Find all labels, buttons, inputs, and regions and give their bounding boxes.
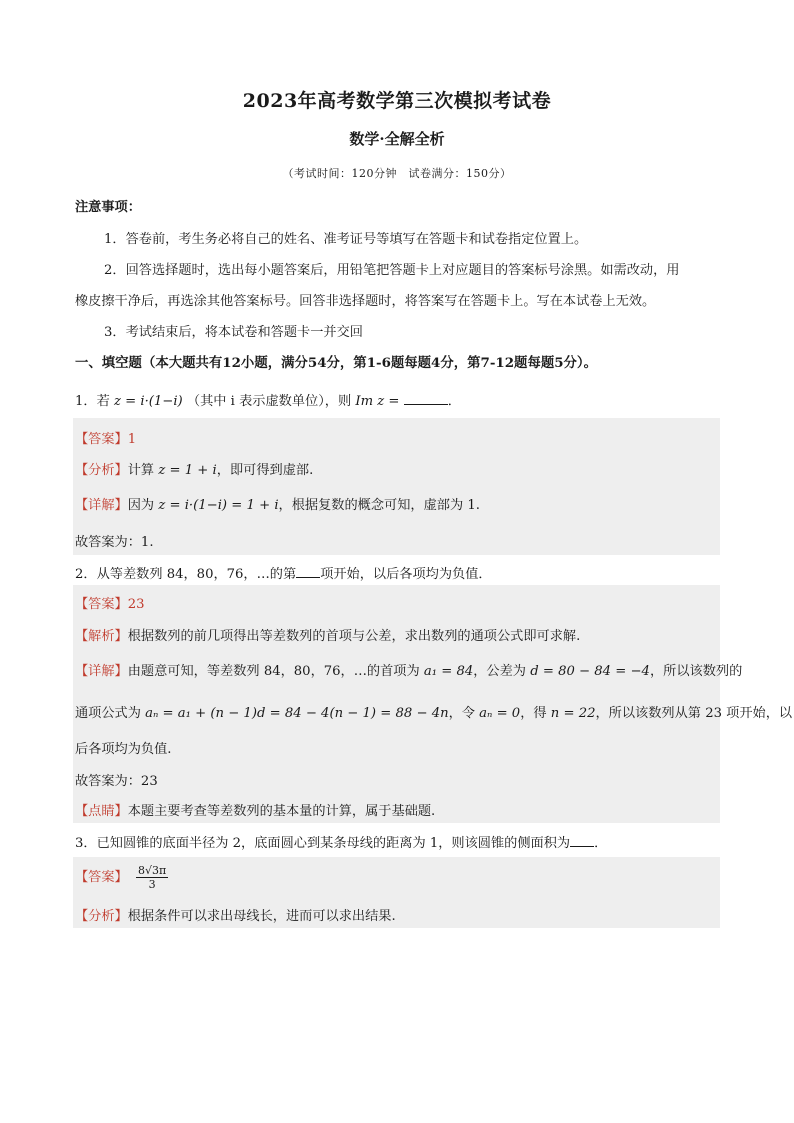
q2-detail-l2-mid: ，令 (448, 706, 475, 721)
q2-detail-line-2 (75, 702, 792, 721)
q2-detail-l2-post: ，所以该数列从第 23 项开始，以 (595, 706, 793, 721)
q2-comment-text: 本题主要考查等差数列的基本量的计算，属于基础题. (127, 804, 436, 819)
page-title: 2023年高考数学第三次模拟考试卷 (242, 90, 552, 112)
q1-prefix: 1．若 (75, 394, 110, 409)
notice-item-2-line-2: 橡皮擦干净后，再选涂其他答案标号。回答非选择题时，将答案写在答题卡上。写在本试卷上无效。 (75, 294, 656, 309)
q2-n-value: n = 22 (550, 706, 596, 721)
q1-formula: z = i·(1−i) (113, 394, 183, 409)
q3-stem: 3．已知圆锥的底面半径为 2，底面圆心到某条母线的距离为 1，则该圆锥的侧面积为 (75, 836, 571, 851)
analysis-tag: 【分析】 (75, 463, 128, 478)
q2-a1: a₁ = 84 (423, 664, 474, 679)
q1-analysis (75, 459, 313, 478)
exam-info: （考试时间：120分钟 试卷满分：150分） (282, 167, 512, 180)
q3-analysis (75, 905, 396, 924)
notice-item-2-line-1: 2．回答选择题时，选出每小题答案后，用铅笔把答题卡上对应题目的答案标号涂黑。如需改动，用 (104, 263, 680, 278)
q1-answer-blank (404, 392, 448, 405)
q2-detail-l2-mid2: ，得 (520, 706, 547, 721)
q2-detail-l1-pre: 由题意可知，等差数列 84，80，76，…的首项为 (127, 664, 420, 679)
q1-conclusion: 故答案为：1. (75, 535, 154, 550)
q2-stem: 2．从等差数列 84，80，76，…的第 (75, 567, 297, 582)
question-1-stem (75, 390, 461, 409)
q2-analysis-text: 根据数列的前几项得出等差数列的首项与公差，求出数列的通项公式即可求解. (127, 629, 581, 644)
q2-detail-line-1 (75, 660, 742, 679)
q2-conclusion: 故答案为：23 (75, 774, 158, 789)
answer-tag: 【答案】 (75, 432, 128, 447)
q1-detail (75, 494, 480, 513)
q1-analysis-formula: z = 1 + i (158, 463, 217, 478)
q1-detail-pre: 因为 (127, 498, 155, 513)
q2-general-term: aₙ = a₁ + (n − 1)d = 84 − 4(n − 1) = 88 − 4n (145, 706, 449, 721)
notice-heading: 注意事项： (75, 200, 141, 215)
q3-stem-end: ． (594, 836, 608, 851)
q3-analysis-text: 根据条件可以求出母线长，进而可以求出结果. (127, 909, 396, 924)
q3-answer-numerator: 8√3π (137, 864, 167, 877)
detail-tag: 【详解】 (75, 498, 128, 513)
q2-answer-blank (296, 565, 320, 578)
q1-end: ． (447, 394, 461, 409)
detail-tag: 【详解】 (75, 664, 128, 679)
q1-answer (75, 428, 136, 447)
answer-tag: 【答案】 (75, 870, 128, 885)
q2-comment (75, 800, 435, 819)
q2-an-zero: aₙ = 0 (479, 706, 521, 721)
answer-tag: 【答案】 (75, 597, 128, 612)
q1-detail-formula: z = i·(1−i) = 1 + i (158, 498, 279, 513)
q3-answer (75, 864, 168, 891)
q2-answer (75, 593, 145, 612)
q2-d: d = 80 − 84 = −4 (530, 664, 650, 679)
q2-stem-end: 项开始，以后各项均为负值． (320, 567, 492, 582)
section-heading: 一、填空题（本大题共有12小题，满分54分，第1-6题每题4分，第7-12题每题5分）。 (75, 355, 598, 371)
q1-answer-value: 1 (127, 432, 137, 447)
analysis-tag: 【分析】 (75, 909, 128, 924)
notice-item-3: 3．考试结束后，将本试卷和答题卡一并交回 (104, 325, 363, 340)
q2-analysis (75, 625, 580, 644)
q3-answer-fraction (136, 864, 168, 891)
q1-analysis-post: ，即可得到虚部. (216, 463, 314, 478)
q2-detail-l1-post: ，所以该数列的 (649, 664, 743, 679)
question-3-stem (75, 832, 607, 851)
comment-tag: 【点睛】 (75, 804, 128, 819)
page-subtitle: 数学·全解全析 (349, 130, 445, 148)
q3-answer-blank (570, 834, 594, 847)
q3-answer-denominator: 3 (148, 878, 156, 891)
q2-detail-line-3: 后各项均为负值. (75, 742, 172, 757)
q1-analysis-pre: 计算 (127, 463, 155, 478)
q2-detail-l1-mid: ，公差为 (473, 664, 526, 679)
q1-detail-post: ，根据复数的概念可知，虚部为 1. (278, 498, 480, 513)
question-2-stem (75, 563, 492, 582)
analysis-tag: 【解析】 (75, 629, 128, 644)
q1-imz: Im z = (355, 394, 400, 409)
notice-item-1: 1．答卷前，考生务必将自己的姓名、准考证号等填写在答题卡和试卷指定位置上。 (104, 232, 588, 247)
q2-detail-l2-pre: 通项公式为 (75, 706, 141, 721)
q1-solution-block (73, 418, 720, 555)
q2-answer-value: 23 (127, 597, 145, 612)
q1-middle: （其中 i 表示虚数单位），则 (186, 394, 352, 409)
